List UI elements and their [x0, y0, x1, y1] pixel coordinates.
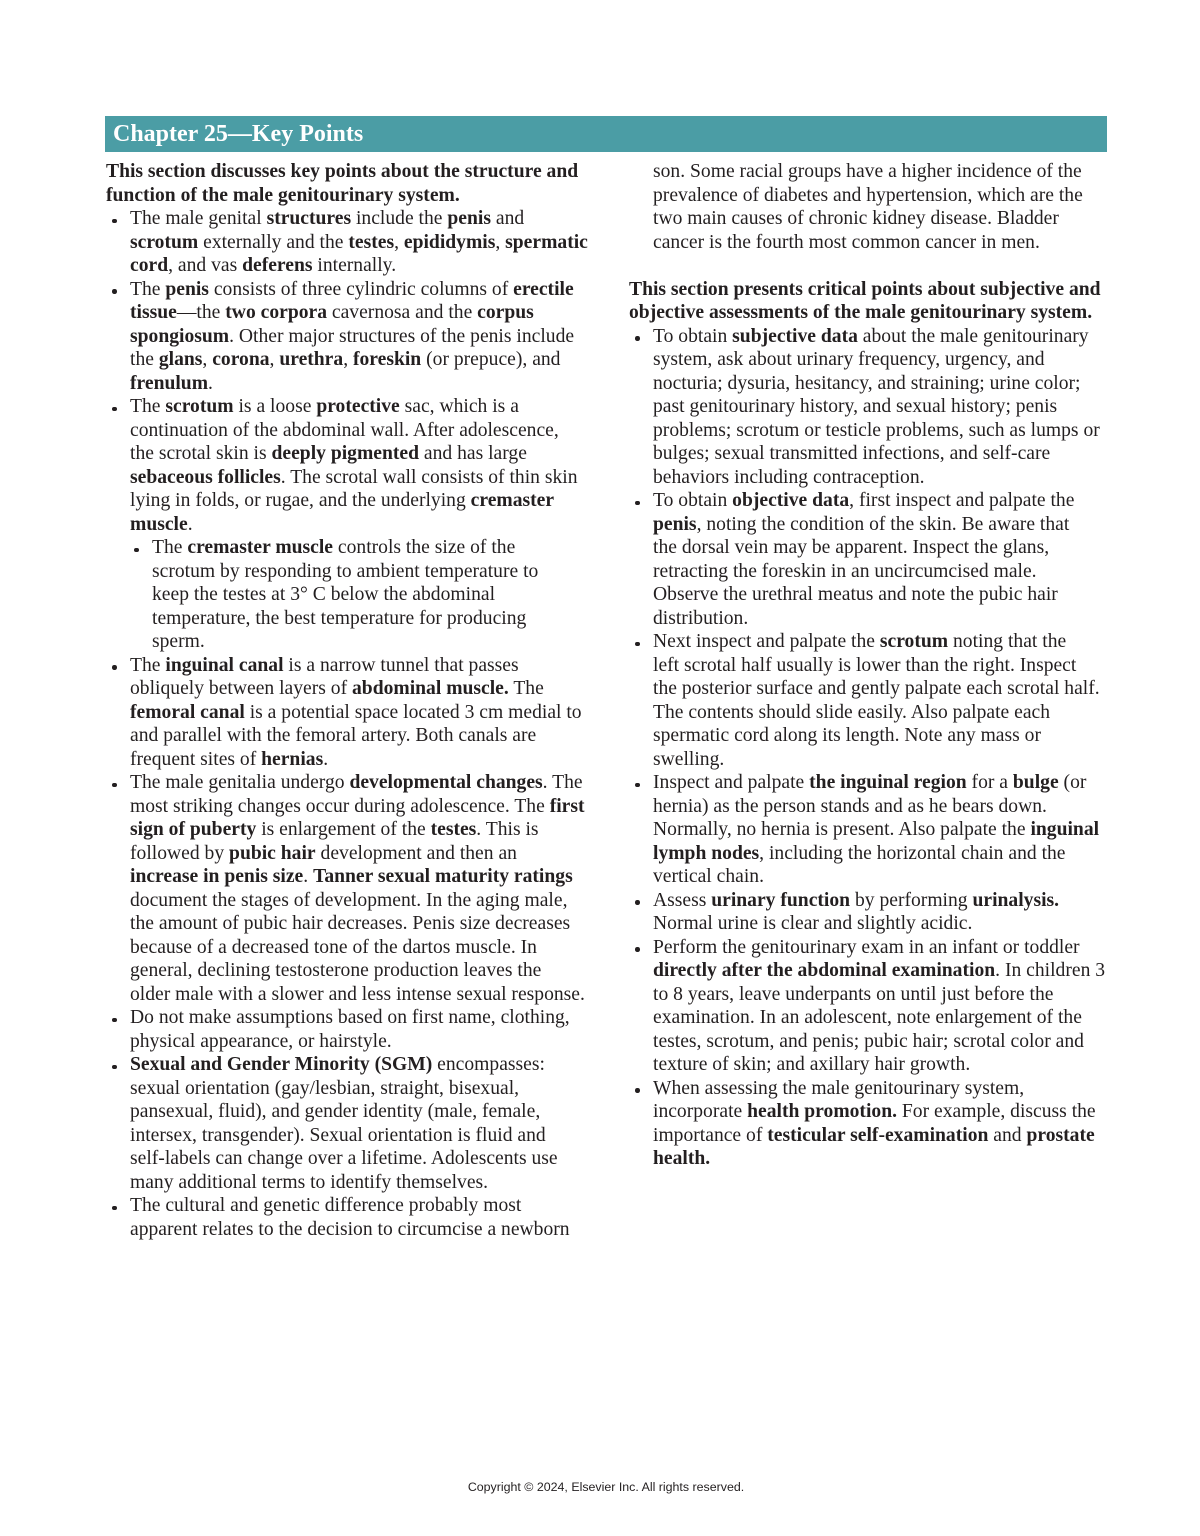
text-line: [653, 560, 1107, 584]
text-run: To obtain: [653, 490, 733, 511]
bold-term: sign of puberty: [130, 819, 257, 840]
bold-term: spermatic: [505, 231, 588, 253]
text-line: [130, 489, 584, 513]
text-run: ,: [495, 231, 506, 253]
text-line: [653, 983, 1107, 1007]
text-line: [653, 466, 1107, 490]
text-line: [130, 442, 584, 466]
text-line: [106, 160, 584, 184]
text-line: [653, 959, 1107, 983]
key-points-section: [629, 254, 1107, 1171]
bold-term: prostate: [1026, 1124, 1095, 1146]
bold-term: first: [549, 795, 585, 817]
bold-term: penis: [165, 278, 209, 300]
text-line: [130, 795, 584, 819]
bullet-icon: [112, 407, 117, 412]
text-line: [653, 701, 1107, 725]
text-run: many additional terms to identify themselves.: [130, 1171, 489, 1193]
text-run: controls the size of the: [333, 537, 516, 558]
text-run: development and then an: [315, 842, 517, 864]
bold-term: cremaster: [470, 490, 555, 511]
text-run: sac, which is a: [399, 396, 519, 417]
text-run: two main causes of chronic kidney disease. Bladder: [653, 208, 1059, 229]
text-line: [653, 348, 1107, 372]
text-line: [130, 278, 584, 302]
bold-term: epididymis: [403, 231, 496, 253]
text-run: testes, scrotum, and penis; pubic hair; scrotal color and: [653, 1030, 1084, 1052]
bold-term: health promotion.: [747, 1101, 897, 1122]
text-line: [653, 677, 1107, 701]
text-run: bulges; sexual transmitted infections, and self-care: [653, 443, 1051, 464]
text-run: retracting the foreskin in an uncircumcised male.: [653, 560, 1037, 582]
text-line: [130, 231, 588, 255]
text-line: [130, 466, 584, 490]
text-line: [152, 560, 584, 584]
text-run: temperature, the best temperature for producing: [152, 607, 527, 629]
text-line: [629, 301, 1107, 325]
bullet-icon: [635, 947, 640, 952]
text-run: spermatic cord along its length. Note any mass or: [653, 725, 1041, 746]
bold-term: deeply pigmented: [271, 443, 419, 464]
text-line: [130, 513, 584, 537]
bold-term: cord: [130, 255, 169, 276]
text-line: [653, 865, 1107, 889]
text-line: [130, 419, 584, 443]
text-run: to 8 years, leave underpants on until just before the: [653, 983, 1054, 1005]
text-run: . The: [542, 772, 583, 793]
bold-term: function of the male genitourinary system.: [106, 184, 460, 206]
text-run: problems; scrotum or testicle problems, such as lumps or: [653, 419, 1100, 441]
text-run: sperm.: [152, 631, 205, 652]
bullet-icon: [635, 900, 640, 905]
bullet-item: [106, 207, 588, 278]
text-run: ,: [343, 349, 353, 370]
bullet-item: [106, 278, 584, 396]
text-run: The male genitalia undergo: [130, 772, 350, 793]
text-line: [653, 231, 1107, 255]
bullet-item: [629, 630, 1107, 771]
text-run: ,: [394, 231, 404, 253]
text-line: [130, 701, 584, 725]
bullet-icon: [635, 642, 640, 647]
text-run: for a: [966, 772, 1013, 793]
text-line: [130, 889, 584, 913]
text-run: lying in folds, or rugae, and the underlying: [130, 490, 471, 511]
bullet-icon: [635, 1088, 640, 1093]
text-line: [130, 1006, 584, 1030]
text-line: [653, 372, 1107, 396]
text-run: self-labels can change over a lifetime. Adolescents use: [130, 1148, 558, 1169]
text-line: [130, 254, 584, 278]
text-run: To obtain: [653, 325, 733, 347]
text-line: [653, 442, 1107, 466]
bold-term: health.: [653, 1148, 711, 1169]
text-line: [130, 1171, 584, 1195]
bullet-item: [106, 1006, 584, 1053]
text-line: [653, 724, 1107, 748]
bold-term: lymph nodes: [653, 842, 760, 864]
text-run: texture of skin; and axillary hair growth.: [653, 1054, 971, 1075]
bold-term: testes: [348, 231, 395, 253]
text-line: [653, 1100, 1107, 1124]
text-line: [152, 630, 584, 654]
text-run: . In children 3: [995, 960, 1106, 981]
text-run: system, ask about urinary frequency, urgency, and: [653, 349, 1045, 370]
bold-term: sebaceous follicles: [130, 466, 281, 488]
text-run: The contents should slide easily. Also palpate each: [653, 701, 1051, 723]
text-line: [130, 1053, 584, 1077]
text-run: cancer is the fourth most common cancer in men.: [653, 231, 1040, 253]
text-run: older male with a slower and less intense sexual response.: [130, 983, 585, 1005]
text-line: [653, 513, 1107, 537]
text-line: [653, 748, 1107, 772]
bold-term: objective data: [732, 490, 850, 511]
text-run: incorporate: [653, 1101, 748, 1122]
text-run: swelling.: [653, 748, 725, 770]
bullet-item: [106, 395, 584, 536]
bold-term: This section discusses key points about the structure and: [106, 161, 579, 182]
text-run: The: [130, 396, 166, 417]
text-run: The cultural and genetic difference probably most: [130, 1195, 522, 1216]
bold-term: This section presents critical points about subjective and: [629, 278, 1101, 300]
text-run: Normal urine is clear and slightly acidic.: [653, 913, 973, 934]
bold-term: urinalysis.: [972, 889, 1060, 911]
text-line: [653, 654, 1107, 678]
text-line: [130, 771, 584, 795]
bullet-icon: [112, 1065, 117, 1070]
text-run: sexual orientation (gay/lesbian, straight, bisexual,: [130, 1077, 520, 1099]
text-run: vertical chain.: [653, 866, 764, 887]
text-run: include the: [351, 208, 448, 229]
text-run: The: [152, 537, 188, 558]
text-line: [130, 301, 584, 325]
bold-term: protective: [316, 396, 400, 417]
text-line: [130, 348, 584, 372]
text-line: [653, 489, 1107, 513]
text-run: the scrotal skin is: [130, 443, 272, 464]
text-run: cavernosa and the: [327, 302, 478, 323]
text-run: importance of: [653, 1124, 768, 1146]
bold-term: corona: [212, 349, 270, 370]
bold-term: erectile: [513, 278, 574, 300]
section-intro-paragraph: [106, 160, 584, 207]
text-run: .: [208, 372, 213, 394]
section-intro-paragraph: [629, 278, 1107, 325]
text-line: [130, 207, 584, 231]
bullet-icon: [635, 336, 640, 341]
text-line: [130, 724, 584, 748]
text-line: [130, 936, 584, 960]
bold-term: pubic hair: [229, 842, 316, 864]
bold-term: testes: [430, 819, 477, 840]
text-line: [653, 1147, 1107, 1171]
text-run: pansexual, fluid), and gender identity (male, female,: [130, 1101, 541, 1122]
bold-term: subjective data: [732, 325, 858, 347]
text-run: keep the testes at 3° C below the abdominal: [152, 584, 496, 605]
text-line: [130, 865, 584, 889]
text-run: , including the horizontal chain and the: [759, 842, 1066, 864]
text-run: .: [303, 866, 314, 887]
text-run: distribution.: [653, 607, 749, 629]
text-run: examination. In an adolescent, note enlargement of the: [653, 1007, 1082, 1028]
bold-term: scrotum: [165, 396, 234, 417]
copyright-footer: Copyright © 2024, Elsevier Inc. All rights reserved.: [467, 1480, 745, 1494]
bold-term: penis: [653, 513, 697, 535]
text-run: Normally, no hernia is present. Also palpate the: [653, 819, 1031, 840]
text-line: [130, 395, 584, 419]
text-line: [130, 748, 584, 772]
text-run: The: [508, 678, 544, 699]
bold-term: two corpora: [225, 302, 328, 323]
bullet-icon: [112, 1206, 117, 1211]
text-line: [653, 1053, 1107, 1077]
text-run: continuation of the abdominal wall. After adolescence,: [130, 419, 559, 441]
bold-term: deferens: [242, 255, 313, 276]
text-run: noting that the: [948, 631, 1067, 652]
bold-term: frenulum: [130, 372, 209, 394]
text-run: .: [323, 748, 329, 770]
bold-term: foreskin: [352, 349, 422, 370]
text-line: [653, 536, 1107, 560]
text-run: hernia) as the person stands and as he bears down.: [653, 795, 1047, 817]
text-run: and: [490, 208, 525, 229]
text-run: The male genital: [130, 208, 267, 229]
text-line: [130, 983, 584, 1007]
text-line: [130, 1194, 584, 1218]
bullet-item: [629, 889, 1107, 936]
text-run: Inspect and palpate: [653, 772, 810, 793]
bold-term: abdominal muscle.: [352, 678, 509, 699]
text-line: [130, 325, 584, 349]
text-run: consists of three cylindric columns of: [208, 278, 514, 300]
text-run: Observe the urethral meatus and note the pubic hair: [653, 584, 1058, 605]
bullet-icon: [112, 1018, 117, 1023]
text-line: [653, 818, 1107, 842]
text-run: .: [187, 513, 193, 535]
bold-term: objective assessments of the male genitourinary system.: [629, 302, 1093, 323]
text-run: , first inspect and palpate the: [849, 490, 1075, 511]
bullet-icon: [635, 501, 640, 506]
text-run: externally and the: [198, 231, 349, 253]
text-line: [653, 1006, 1107, 1030]
bold-term: Sexual and Gender Minority (SGM): [130, 1054, 433, 1075]
text-run: document the stages of development. In the aging male,: [130, 889, 568, 911]
bullet-item: [106, 771, 584, 1006]
bullet-item: [106, 654, 584, 772]
text-run: ,: [202, 349, 213, 370]
text-run: prevalence of diabetes and hypertension, which are the: [653, 184, 1083, 206]
text-run: internally.: [312, 255, 397, 276]
text-run: left scrotal half usually is lower than the right. Inspect: [653, 654, 1077, 676]
text-run: Assess: [653, 889, 712, 911]
text-run: and has large: [419, 443, 527, 464]
bullet-icon: [112, 219, 117, 224]
text-run: is enlargement of the: [256, 819, 431, 840]
text-run: general, declining testosterone production leaves the: [130, 960, 542, 981]
bullet-item: [106, 1053, 584, 1194]
text-line: [130, 1100, 584, 1124]
text-line: [130, 1218, 584, 1242]
text-line: [152, 536, 584, 560]
text-line: [653, 583, 1107, 607]
text-run: apparent relates to the decision to circumcise a newborn: [130, 1218, 570, 1240]
text-run: and: [988, 1124, 1027, 1146]
bold-term: tissue: [130, 302, 177, 323]
text-run: is a potential space located 3 cm medial to: [244, 701, 582, 723]
bold-term: glans: [158, 349, 203, 370]
text-line: [653, 1077, 1107, 1101]
text-line: [629, 278, 1107, 302]
text-line: [130, 1147, 584, 1171]
bullet-icon: [635, 783, 640, 788]
text-line: [130, 654, 584, 678]
bold-term: scrotum: [879, 631, 949, 652]
text-run: ,: [269, 349, 280, 370]
bold-term: directly after the abdominal examination: [653, 960, 996, 981]
text-run: the amount of pubic hair decreases. Penis size decreases: [130, 913, 571, 934]
text-run: (or prepuce), and: [421, 349, 561, 370]
bullet-item: [629, 771, 1107, 889]
text-line: [130, 912, 584, 936]
text-line: [653, 912, 1107, 936]
bullet-item: [629, 325, 1107, 490]
text-line: [152, 607, 584, 631]
text-run: the posterior surface and gently palpate each scrotal half.: [653, 678, 1100, 699]
text-run: The: [130, 278, 166, 300]
text-run: by performing: [850, 889, 973, 911]
text-run: most striking changes occur during adolescence. The: [130, 795, 550, 817]
text-line: [130, 959, 584, 983]
text-run: obliquely between layers of: [130, 678, 352, 699]
chapter-title: Chapter 25—Key Points: [113, 121, 364, 147]
sub-bullet-item: [106, 536, 584, 654]
text-line: [653, 771, 1107, 795]
bold-term: Tanner sexual maturity ratings: [313, 866, 573, 887]
text-line: [653, 325, 1107, 349]
text-line: [653, 1124, 1107, 1148]
text-run: is a loose: [233, 396, 317, 417]
text-line: [653, 395, 1107, 419]
bullet-item: [629, 489, 1107, 630]
text-run: Next inspect and palpate the: [653, 631, 880, 652]
text-run: (or: [1058, 772, 1087, 793]
bold-term: structures: [266, 208, 352, 229]
bold-term: corpus: [477, 302, 534, 323]
text-line: [152, 583, 584, 607]
text-run: The: [130, 654, 166, 676]
text-line: [130, 677, 584, 701]
bold-term: cremaster muscle: [187, 537, 333, 558]
bullet-icon: [112, 783, 117, 788]
bold-term: muscle: [130, 513, 188, 535]
bold-term: spongiosum: [130, 325, 230, 347]
text-run: nocturia; dysuria, hesitancy, and straining; urine color;: [653, 372, 1081, 394]
bold-term: femoral canal: [130, 701, 245, 723]
text-run: , and vas: [168, 255, 243, 276]
bold-term: inguinal canal: [165, 654, 284, 676]
bold-term: bulge: [1012, 772, 1059, 793]
bold-term: penis: [447, 208, 491, 229]
bold-term: scrotum: [130, 231, 199, 253]
text-run: . Other major structures of the penis include: [229, 325, 575, 347]
text-run: . This is: [476, 819, 539, 840]
text-line: [653, 1030, 1107, 1054]
bullet-item: [629, 1077, 1107, 1171]
bold-term: testicular self-examination: [767, 1124, 989, 1146]
text-line: [653, 607, 1107, 631]
text-run: past genitourinary history, and sexual history; penis: [653, 396, 1058, 417]
text-run: the dorsal vein may be apparent. Inspect the glans,: [653, 537, 1050, 558]
text-run: followed by: [130, 842, 230, 864]
text-run: behaviors including contraception.: [653, 466, 925, 488]
bold-term: inguinal: [1030, 819, 1100, 840]
bullet-icon: [134, 548, 139, 553]
key-points-body: [106, 160, 1107, 1251]
text-run: , noting the condition of the skin. Be aware that: [696, 513, 1070, 535]
text-run: frequent sites of: [130, 748, 262, 770]
text-run: . The scrotal wall consists of thin skin: [280, 466, 578, 488]
chapter-header-bar: [105, 116, 1107, 152]
text-run: For example, discuss the: [897, 1101, 1096, 1122]
text-line: [653, 936, 1107, 960]
text-run: because of a decreased tone of the dartos muscle. In: [130, 936, 537, 958]
text-run: —the: [176, 302, 226, 323]
text-line: [130, 818, 584, 842]
bullet-item: [629, 936, 1107, 1077]
bold-term: developmental changes: [349, 772, 543, 793]
text-run: When assessing the male genitourinary system,: [653, 1077, 1025, 1099]
text-run: encompasses:: [432, 1054, 545, 1075]
bold-term: hernias: [261, 748, 324, 770]
text-line: [130, 1030, 584, 1054]
bold-term: urethra: [279, 349, 344, 370]
text-run: scrotum by responding to ambient temperature to: [152, 560, 539, 582]
text-run: the: [130, 349, 159, 370]
bullet-icon: [112, 665, 117, 670]
text-run: son. Some racial groups have a higher incidence of the: [653, 161, 1082, 182]
text-line: [653, 889, 1107, 913]
bold-term: the inguinal region: [809, 772, 967, 793]
text-line: [653, 842, 1107, 866]
text-line: [653, 630, 1107, 654]
text-run: physical appearance, or hairstyle.: [130, 1030, 392, 1052]
text-line: [106, 184, 584, 208]
text-line: [653, 419, 1107, 443]
text-run: intersex, transgender). Sexual orientation is fluid and: [130, 1124, 546, 1146]
text-line: [653, 207, 1107, 231]
text-line: [653, 160, 1107, 184]
bold-term: increase in penis size: [130, 866, 304, 887]
bullet-icon: [112, 289, 117, 294]
text-run: Do not make assumptions based on first name, clothing,: [130, 1007, 570, 1028]
text-run: and parallel with the femoral artery. Both canals are: [130, 725, 537, 746]
text-line: [130, 1124, 584, 1148]
text-line: [130, 372, 584, 396]
text-run: about the male genitourinary: [857, 325, 1089, 347]
text-run: is a narrow tunnel that passes: [283, 654, 519, 676]
bold-term: urinary function: [711, 889, 851, 911]
text-run: Perform the genitourinary exam in an infant or toddler: [653, 936, 1080, 958]
text-line: [130, 842, 584, 866]
text-line: [653, 795, 1107, 819]
text-line: [130, 1077, 584, 1101]
text-line: [653, 184, 1107, 208]
